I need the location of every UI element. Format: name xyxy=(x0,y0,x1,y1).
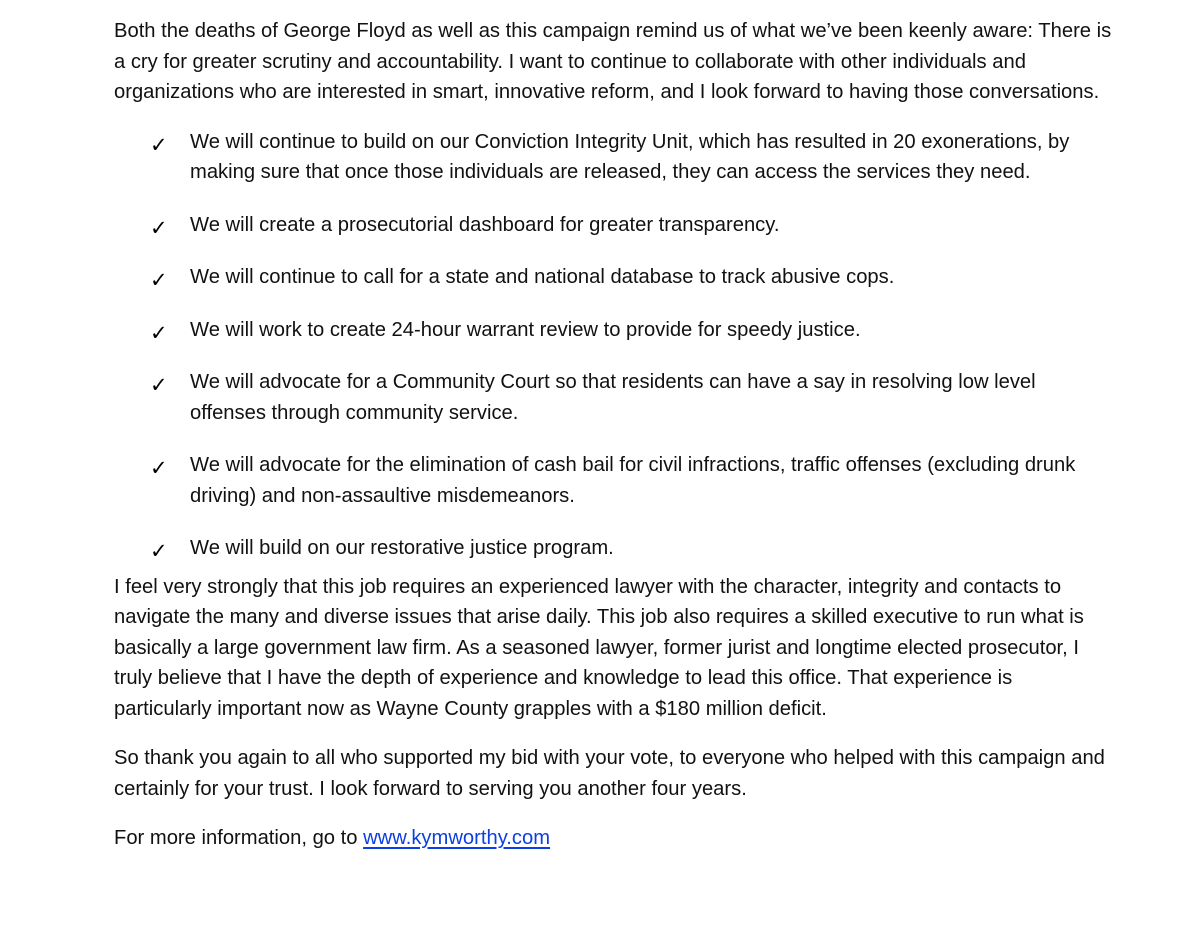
more-info-line xyxy=(114,823,1114,854)
checklist-item xyxy=(114,450,1114,511)
check-icon: ✓ xyxy=(150,215,168,240)
website-link[interactable]: www.kymworthy.com xyxy=(363,827,551,849)
document-body xyxy=(114,16,1114,854)
more-info-prefix: For more information, go to xyxy=(114,827,364,849)
checklist-item xyxy=(114,367,1114,428)
experience-paragraph: I feel very strongly that this job requires an experienced lawyer with the character, integrity and contacts to navigate the many and diverse issues that arise daily. This job also requires a skilled executive to run what is basically a large government law firm. As a seasoned lawyer, former jurist and longtime elected prosecutor, I truly believe that I have the depth of experience and knowledge to lead this office. That experience is particularly important now as Wayne County grapples with a $180 million deficit. xyxy=(114,575,1084,720)
checklist-item-text: We will advocate for the elimination of cash bail for civil infractions, traffic offenses (excluding drunk driving) and non-assaultive misdemeanors. xyxy=(190,454,1076,507)
checklist-item xyxy=(114,262,1114,293)
checklist-item xyxy=(114,127,1114,188)
checklist-item xyxy=(114,533,1114,564)
check-icon: ✓ xyxy=(150,456,168,480)
check-icon: ✓ xyxy=(150,320,168,345)
commitments-checklist xyxy=(114,127,1114,564)
checklist-item-text: We will build on our restorative justice program. xyxy=(190,537,614,559)
check-icon: ✓ xyxy=(150,268,168,292)
check-icon: ✓ xyxy=(150,132,168,157)
check-icon: ✓ xyxy=(150,373,168,397)
checklist-item-text: We will create a prosecutorial dashboard for greater transparency. xyxy=(190,213,780,236)
checklist-item xyxy=(114,210,1114,241)
check-icon: ✓ xyxy=(150,539,168,563)
checklist-item xyxy=(114,315,1114,346)
intro-paragraph: Both the deaths of George Floyd as well as this campaign remind us of what we’ve been keenly aware: There is a cry for greater scrutiny and accountability. I want to continue to collaborate with other individuals and organizations who are interested in smart, innovative reform, and I look forward to having those conversations. xyxy=(114,20,1112,103)
checklist-item-text: We will advocate for a Community Court so that residents can have a say in resolving low level offenses through community service. xyxy=(190,371,1036,424)
checklist-item-text: We will work to create 24-hour warrant review to provide for speedy justice. xyxy=(190,318,861,341)
checklist-item-text: We will continue to call for a state and national database to track abusive cops. xyxy=(190,266,895,288)
checklist-item-text: We will continue to build on our Conviction Integrity Unit, which has resulted in 20 exonerations, by making sure that once those individuals are released, they can access the services they need. xyxy=(190,130,1070,183)
thanks-paragraph: So thank you again to all who supported my bid with your vote, to everyone who helped with this campaign and certainly for your trust. I look forward to serving you another four years. xyxy=(114,747,1105,800)
